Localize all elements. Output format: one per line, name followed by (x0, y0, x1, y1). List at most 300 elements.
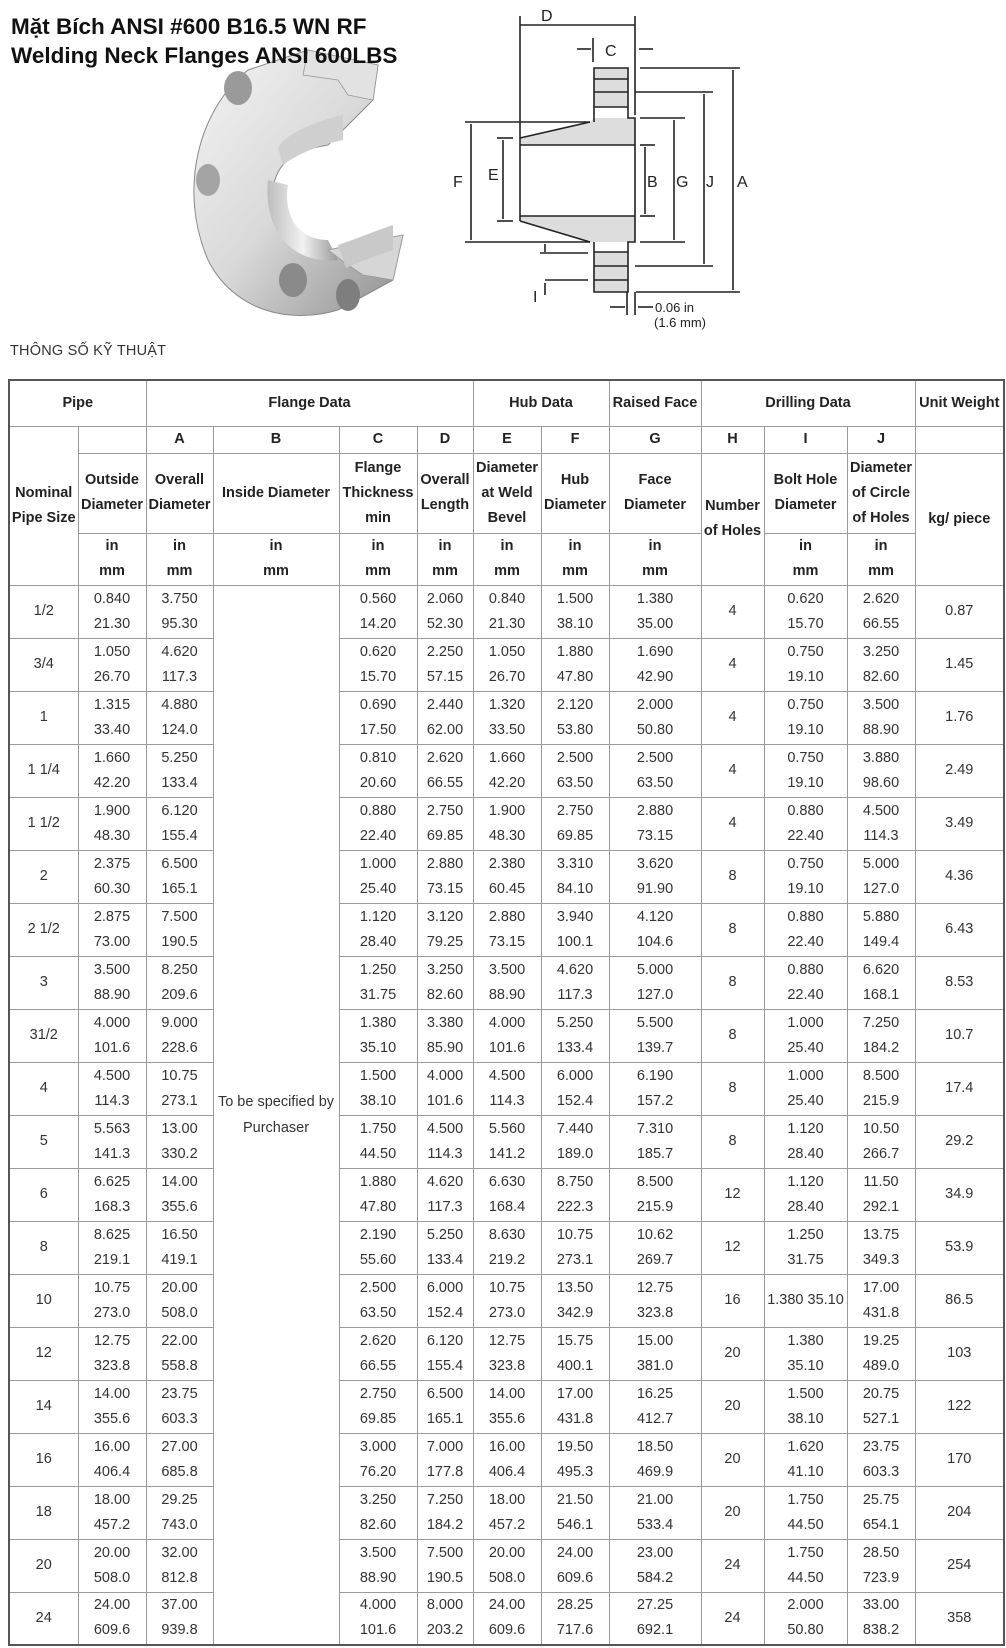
value-mm: 222.3 (556, 1198, 594, 1215)
table-row (9, 744, 1004, 797)
value-mm: 73.15 (636, 827, 674, 844)
value-in: 3.880 (862, 749, 900, 766)
value-mm: 20.60 (359, 774, 397, 791)
unit-in: in (438, 538, 452, 554)
value-in: 2.750 (556, 802, 594, 819)
value-mm: 31.75 (359, 986, 397, 1003)
cell-d (417, 1274, 473, 1327)
value-in: 5.250 (161, 749, 198, 766)
cell-j (847, 1062, 915, 1115)
value-in: 7.500 (426, 1544, 464, 1561)
value-mm: 685.8 (161, 1463, 198, 1480)
value-in: 24.00 (93, 1597, 131, 1614)
value-in: 7.000 (426, 1438, 464, 1455)
cell-d (417, 1592, 473, 1645)
value-mm: 355.6 (161, 1198, 198, 1215)
table-row (9, 1062, 1004, 1115)
cell-i (764, 638, 847, 691)
value-in: 0.560 (359, 590, 397, 607)
table-row (9, 903, 1004, 956)
value-mm: 85.90 (426, 1039, 464, 1056)
value-mm: 266.7 (862, 1145, 900, 1162)
value-mm: 558.8 (161, 1357, 198, 1374)
group-flange-data: Flange Data (146, 380, 473, 426)
cell-c (339, 1433, 417, 1486)
table-row (9, 850, 1004, 903)
value-in: 6.190 (636, 1067, 674, 1084)
value-in: 1.380 (359, 1014, 397, 1031)
cell-weight: 29.2 (915, 1115, 1004, 1168)
pipe-size-cell: 1 (9, 691, 78, 744)
value-mm: 38.10 (359, 1092, 397, 1109)
value-in: 2.620 (862, 590, 900, 607)
value-mm: 25.40 (787, 1092, 824, 1109)
cell-c (339, 1486, 417, 1539)
cell-f (541, 744, 609, 797)
label-F: F (453, 174, 463, 191)
value-mm: 101.6 (93, 1039, 131, 1056)
value-in: 10.75 (556, 1226, 594, 1243)
value-in: 22.00 (161, 1332, 198, 1349)
value-in: 1.500 (556, 590, 594, 607)
value-in: 7.500 (161, 908, 198, 925)
value-mm: 69.85 (556, 827, 594, 844)
header-number-of-holes: Number of Holes (701, 453, 764, 585)
cell-od (78, 1539, 146, 1592)
value-mm: 42.20 (93, 774, 131, 791)
cell-c (339, 691, 417, 744)
cell-i (764, 1168, 847, 1221)
unit-in: in (371, 538, 385, 554)
value-mm: 355.6 (488, 1410, 526, 1427)
cell-weight: 103 (915, 1327, 1004, 1380)
value-in: 12.75 (636, 1279, 674, 1296)
cell-e (473, 1274, 541, 1327)
value-mm: 114.3 (427, 1145, 463, 1162)
value-in: 4.000 (359, 1597, 397, 1614)
value-mm: 28.40 (359, 933, 397, 950)
value-in: 2.500 (636, 749, 674, 766)
value-mm: 25.40 (787, 1039, 824, 1056)
cell-j (847, 638, 915, 691)
value-in: 2.750 (426, 802, 464, 819)
note-mm: (1.6 mm) (654, 315, 706, 330)
cell-weight: 204 (915, 1486, 1004, 1539)
unit-mm: mm (868, 563, 894, 579)
value-mm: 73.00 (93, 933, 131, 950)
value-in: 8.750 (556, 1173, 594, 1190)
cell-g (609, 1327, 701, 1380)
value-in: 12.75 (93, 1332, 131, 1349)
unit-in: in (500, 538, 514, 554)
cell-i (764, 1539, 847, 1592)
value-in: 2.440 (426, 696, 464, 713)
cell-f (541, 1592, 609, 1645)
cell-d (417, 903, 473, 956)
value-in: 3.120 (426, 908, 464, 925)
value-in: 9.000 (161, 1014, 198, 1031)
value-mm: 215.9 (636, 1198, 674, 1215)
value-in: 0.810 (359, 749, 397, 766)
cell-e (473, 1221, 541, 1274)
table-row (9, 1592, 1004, 1645)
cell-i (764, 1486, 847, 1539)
label-D: D (541, 8, 553, 25)
cell-g (609, 850, 701, 903)
value-mm: 546.1 (556, 1516, 594, 1533)
pipe-size-cell: 16 (9, 1433, 78, 1486)
value-mm: 25.40 (359, 880, 397, 897)
value-in: 17.00 (556, 1385, 594, 1402)
value-mm: 603.3 (161, 1410, 198, 1427)
value-mm: 19.10 (787, 774, 824, 791)
value-in: 8.250 (161, 961, 198, 978)
cell-e (473, 850, 541, 903)
cell-a (146, 1327, 213, 1380)
value-in: 16.25 (636, 1385, 674, 1402)
value-in: 0.690 (359, 696, 397, 713)
value-in: 18.00 (488, 1491, 526, 1508)
value-in: 6.630 (488, 1173, 526, 1190)
value-mm: 104.6 (636, 933, 674, 950)
cell-e (473, 1486, 541, 1539)
value-mm: 155.4 (161, 827, 198, 844)
cell-c (339, 797, 417, 850)
value-in: 0.620 (787, 590, 824, 607)
value-in: 12.75 (488, 1332, 526, 1349)
value-in: 6.000 (556, 1067, 594, 1084)
value-in: 21.00 (636, 1491, 674, 1508)
cell-od (78, 850, 146, 903)
cell-e (473, 1380, 541, 1433)
section-title: THÔNG SỐ KỸ THUẬT (10, 343, 167, 359)
cell-h: 12 (701, 1221, 764, 1274)
cell-d (417, 1486, 473, 1539)
cell-i (764, 1380, 847, 1433)
cell-h: 16 (701, 1274, 764, 1327)
value-mm: 177.8 (426, 1463, 464, 1480)
value-in: 29.25 (161, 1491, 198, 1508)
unit-cell-e (473, 533, 541, 585)
value-mm: 168.4 (488, 1198, 526, 1215)
value-in: 1.900 (488, 802, 526, 819)
pipe-size-cell: 8 (9, 1221, 78, 1274)
value-mm: 88.90 (488, 986, 526, 1003)
value-mm: 190.5 (161, 933, 198, 950)
cell-h: 20 (701, 1486, 764, 1539)
cell-a (146, 1433, 213, 1486)
value-in: 3.750 (161, 590, 198, 607)
cell-weight: 8.53 (915, 956, 1004, 1009)
cell-c (339, 1115, 417, 1168)
table-row (9, 1539, 1004, 1592)
cell-od (78, 903, 146, 956)
cell-j (847, 797, 915, 850)
cell-od (78, 1433, 146, 1486)
cell-od (78, 638, 146, 691)
value-mm: 73.15 (488, 933, 526, 950)
value-mm: 114.3 (94, 1092, 130, 1109)
value-in: 0.880 (787, 961, 824, 978)
cell-f (541, 1115, 609, 1168)
group-pipe: Pipe (9, 380, 146, 426)
value-in: 2.875 (93, 908, 131, 925)
value-mm: 219.2 (488, 1251, 526, 1268)
header-letter-blank (78, 426, 146, 453)
value-in: 0.880 (787, 802, 824, 819)
header-inside-diameter: Inside Diameter (213, 453, 339, 533)
value-mm: 53.80 (556, 721, 594, 738)
value-in: 16.50 (161, 1226, 198, 1243)
value-in: 2.000 (787, 1597, 824, 1614)
cell-od (78, 1115, 146, 1168)
value-in: 20.75 (862, 1385, 900, 1402)
value-in: 5.560 (488, 1120, 526, 1137)
value-in: 1.050 (93, 643, 131, 660)
value-in: 6.500 (426, 1385, 464, 1402)
cell-e (473, 797, 541, 850)
cell-h: 20 (701, 1433, 764, 1486)
value-mm: 15.70 (787, 615, 824, 632)
value-mm: 73.15 (426, 880, 464, 897)
flange-3d-image (178, 40, 443, 335)
pipe-size-cell: 24 (9, 1592, 78, 1645)
cell-g (609, 585, 701, 638)
cell-a (146, 1592, 213, 1645)
value-in: 3.500 (488, 961, 526, 978)
cell-a (146, 1009, 213, 1062)
cell-weight: 2.49 (915, 744, 1004, 797)
value-mm: 165.1 (426, 1410, 464, 1427)
value-in: 4.620 (161, 643, 198, 660)
cell-e (473, 1115, 541, 1168)
cell-d (417, 638, 473, 691)
pipe-size-cell: 4 (9, 1062, 78, 1115)
value-mm: 508.0 (93, 1569, 131, 1586)
value-mm: 50.80 (636, 721, 674, 738)
value-in: 2.880 (488, 908, 526, 925)
value-mm: 155.4 (426, 1357, 464, 1374)
unit-mm: mm (432, 563, 458, 579)
cell-c (339, 903, 417, 956)
cell-i (764, 1274, 847, 1327)
value-in: 10.75 (488, 1279, 526, 1296)
cell-i (764, 1592, 847, 1645)
cell-f (541, 1380, 609, 1433)
value-in: 2.190 (359, 1226, 397, 1243)
value-mm: 323.8 (93, 1357, 131, 1374)
table-row (9, 1433, 1004, 1486)
value-in: 2.375 (93, 855, 131, 872)
cell-d (417, 744, 473, 797)
unit-cell-j (847, 533, 915, 585)
cell-g (609, 1115, 701, 1168)
value-mm: 190.5 (426, 1569, 464, 1586)
cell-h: 8 (701, 956, 764, 1009)
value-mm: 38.10 (556, 615, 594, 632)
cell-j (847, 1274, 915, 1327)
unit-cell-a (146, 533, 213, 585)
value-mm: 533.4 (636, 1516, 674, 1533)
cell-weight: 170 (915, 1433, 1004, 1486)
value-mm: 19.10 (787, 880, 824, 897)
cell-h: 4 (701, 691, 764, 744)
value-in: 4.000 (488, 1014, 526, 1031)
value-in: 0.750 (787, 696, 824, 713)
value-mm: 717.6 (556, 1622, 594, 1639)
value-mm: 17.50 (359, 721, 397, 738)
label-I: I (533, 289, 538, 306)
cell-d (417, 1539, 473, 1592)
value-mm: 273.1 (161, 1092, 198, 1109)
header-hub-diameter: Hub Diameter (541, 453, 609, 533)
cell-f (541, 1009, 609, 1062)
value-mm: 91.90 (636, 880, 674, 897)
value-mm: 22.40 (787, 933, 824, 950)
value-mm: 355.6 (93, 1410, 131, 1427)
value-in: 3.500 (359, 1544, 397, 1561)
cell-od (78, 1327, 146, 1380)
cell-f (541, 1539, 609, 1592)
value-in: 32.00 (161, 1544, 198, 1561)
cell-a (146, 903, 213, 956)
value-mm: 33.40 (93, 721, 131, 738)
value-mm: 48.30 (93, 827, 131, 844)
value-mm: 406.4 (488, 1463, 526, 1480)
value-mm: 412.7 (636, 1410, 674, 1427)
cell-j (847, 1592, 915, 1645)
value-in: 6.500 (161, 855, 198, 872)
value-in: 16.00 (93, 1438, 131, 1455)
value-mm: 127.0 (636, 986, 674, 1003)
value-in: 1.380 (636, 590, 674, 607)
value-mm: 63.50 (359, 1304, 397, 1321)
value-mm: 457.2 (488, 1516, 526, 1533)
cell-a (146, 1380, 213, 1433)
cell-weight: 34.9 (915, 1168, 1004, 1221)
value-in: 5.563 (93, 1120, 131, 1137)
value-in: 8.500 (636, 1173, 674, 1190)
unit-in: in (874, 538, 888, 554)
value-mm: 215.9 (862, 1092, 900, 1109)
value-mm: 457.2 (93, 1516, 131, 1533)
value-in: 5.000 (862, 855, 900, 872)
cell-c (339, 744, 417, 797)
cell-od (78, 797, 146, 850)
value-mm: 609.6 (488, 1622, 526, 1639)
value-mm: 141.3 (93, 1145, 131, 1162)
value-in: 0.840 (93, 590, 131, 607)
value-in: 7.250 (426, 1491, 464, 1508)
value-mm: 495.3 (556, 1463, 594, 1480)
value-mm: 57.15 (426, 668, 464, 685)
value-mm: 141.2 (488, 1145, 526, 1162)
cell-f (541, 1486, 609, 1539)
value-mm: 292.1 (862, 1198, 900, 1215)
value-in: 1.380 35.10 (767, 1292, 844, 1308)
cell-f (541, 850, 609, 903)
table-row (9, 797, 1004, 850)
value-in: 7.440 (556, 1120, 594, 1137)
cell-e (473, 956, 541, 1009)
value-in: 6.120 (426, 1332, 464, 1349)
cell-weight: 0.87 (915, 585, 1004, 638)
header-letter-A: A (146, 426, 213, 453)
unit-in: in (799, 538, 812, 554)
unit-cell-d (417, 533, 473, 585)
unit-mm: mm (365, 563, 391, 579)
cell-j (847, 1539, 915, 1592)
value-mm: 114.3 (863, 827, 899, 844)
pipe-size-cell: 18 (9, 1486, 78, 1539)
value-in: 27.00 (161, 1438, 198, 1455)
cell-f (541, 956, 609, 1009)
cell-e (473, 1009, 541, 1062)
cell-d (417, 1115, 473, 1168)
value-in: 4.500 (93, 1067, 131, 1084)
value-mm: 63.50 (636, 774, 674, 791)
value-mm: 189.0 (556, 1145, 594, 1162)
value-mm: 124.0 (161, 721, 198, 738)
value-in: 1.315 (93, 696, 131, 713)
value-in: 23.00 (636, 1544, 674, 1561)
cell-h: 4 (701, 585, 764, 638)
cell-f (541, 585, 609, 638)
value-mm: 14.20 (359, 615, 397, 632)
value-mm: 38.10 (787, 1410, 824, 1427)
cell-g (609, 638, 701, 691)
table-row (9, 1486, 1004, 1539)
value-mm: 269.7 (636, 1251, 674, 1268)
cell-j (847, 744, 915, 797)
value-in: 8.625 (93, 1226, 131, 1243)
value-mm: 101.6 (488, 1039, 526, 1056)
value-mm: 48.30 (488, 827, 526, 844)
value-in: 5.250 (556, 1014, 594, 1031)
cell-a (146, 956, 213, 1009)
value-in: 4.500 (426, 1120, 464, 1137)
value-mm: 84.10 (556, 880, 594, 897)
cell-f (541, 1168, 609, 1221)
unit-mm: mm (792, 563, 819, 579)
value-mm: 26.70 (488, 668, 526, 685)
value-in: 2.880 (636, 802, 674, 819)
table-row (9, 1380, 1004, 1433)
value-in: 4.000 (93, 1014, 131, 1031)
cell-weight: 6.43 (915, 903, 1004, 956)
header-bolt-hole-diameter: Bolt Hole Diameter (764, 453, 847, 533)
value-in: 3.940 (556, 908, 594, 925)
value-in: 13.50 (556, 1279, 594, 1296)
value-mm: 117.3 (161, 668, 198, 685)
cell-f (541, 903, 609, 956)
value-mm: 55.60 (359, 1251, 397, 1268)
cell-d (417, 956, 473, 1009)
value-in: 20.00 (161, 1279, 198, 1296)
value-mm: 47.80 (359, 1198, 397, 1215)
value-mm: 152.4 (426, 1304, 464, 1321)
cell-od (78, 1274, 146, 1327)
value-mm: 21.30 (488, 615, 526, 632)
value-in: 1.620 (787, 1438, 824, 1455)
cell-i (764, 585, 847, 638)
cell-a (146, 585, 213, 638)
pipe-size-cell: 5 (9, 1115, 78, 1168)
value-in: 19.50 (556, 1438, 594, 1455)
value-mm: 21.30 (93, 615, 131, 632)
cell-h: 20 (701, 1327, 764, 1380)
value-in: 37.00 (161, 1597, 198, 1614)
